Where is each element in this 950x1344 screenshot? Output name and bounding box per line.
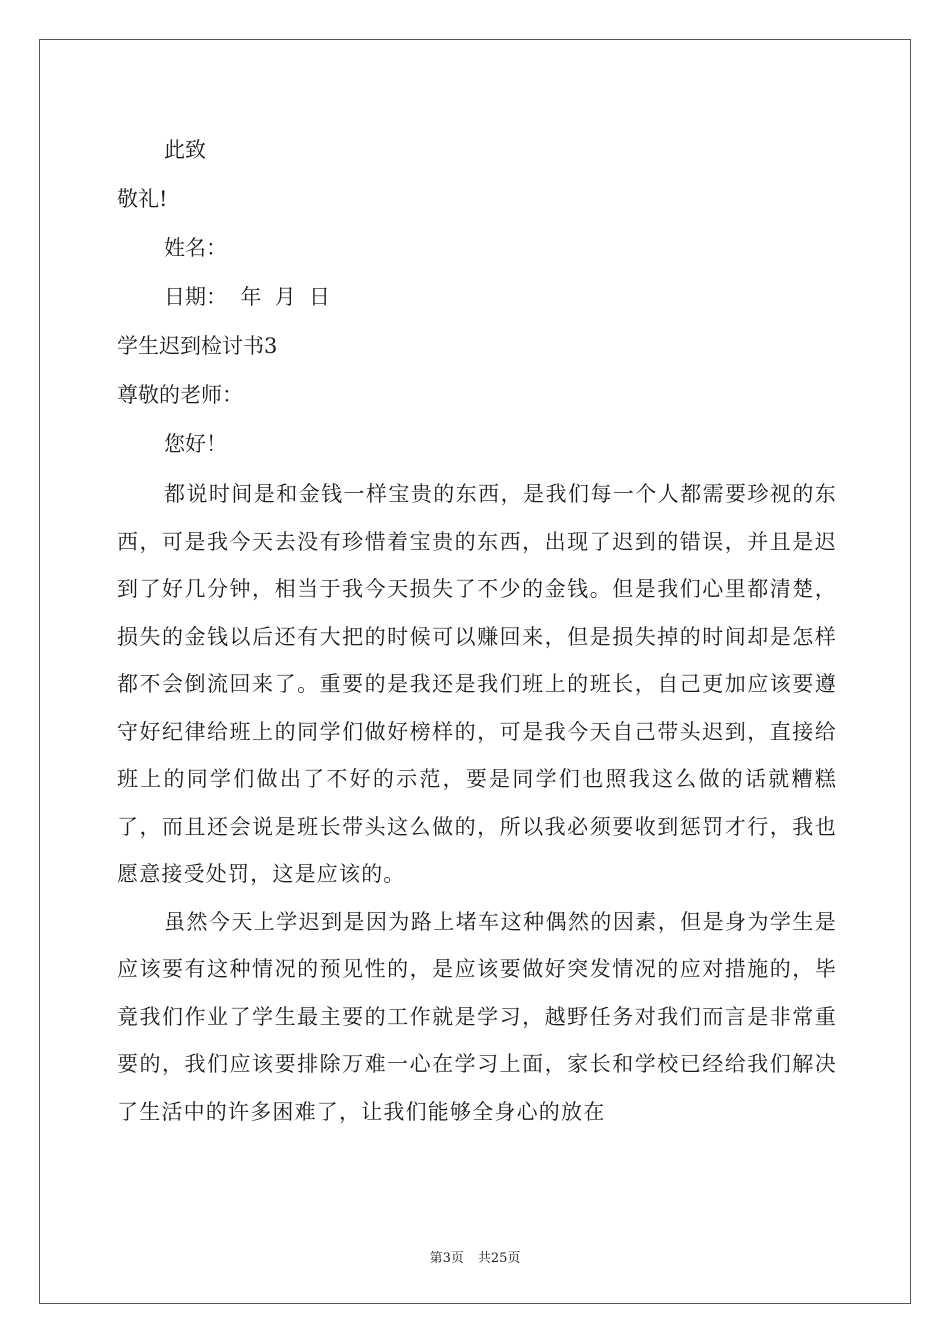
page-number: 第3页	[429, 1251, 464, 1266]
signature-name: 姓名：	[164, 236, 227, 260]
greeting: 您好！	[164, 432, 227, 456]
closing-line-2: 敬礼!	[117, 187, 168, 211]
page-footer	[0, 1247, 950, 1266]
salutation: 尊敬的老师：	[117, 383, 243, 407]
paragraph-1: 都说时间是和金钱一样宝贵的东西，是我们每一个人都需要珍视的东西，可是我今天去没有珍惜着宝贵的东西，出现了迟到的错误，并且是迟到了好几分钟，相当于我今天损失了不少的金钱。但是我们心里都清楚，损失的金钱以后还有大把的时候可以赚回来，但是损失掉的时间却是怎样都不会倒流回来了。重要的是我还是我们班上的班长，自己更加应该要遵守好纪律给班上的同学们做好榜样的，可是我今天自己带头迟到，直接给班上的同学们做出了不好的示范，要是同学们也照我这么做的话就糟糕了，而且还会说是班长带头这么做的，所以我必须要收到惩罚才行，我也愿意接受处罚，这是应该的。	[117, 482, 837, 886]
document-body	[117, 126, 837, 1136]
page-total: 共25页	[477, 1251, 521, 1266]
paragraph-2: 虽然今天上学迟到是因为路上堵车这种偶然的因素，但是身为学生是应该要有这种情况的预见性的，是应该要做好突发情况的应对措施的，毕竟我们作业了学生最主要的工作就是学习，越野任务对我们而言是非常重要的，我们应该要排除万难一心在学习上面，家长和学校已经给我们解决了生活中的许多困难了，让我们能够全身心的放在	[117, 909, 837, 1124]
closing-line-1: 此致	[164, 138, 206, 162]
signature-date: 日期： 年 月 日	[164, 285, 331, 309]
document-title: 学生迟到检讨书3	[117, 334, 278, 358]
